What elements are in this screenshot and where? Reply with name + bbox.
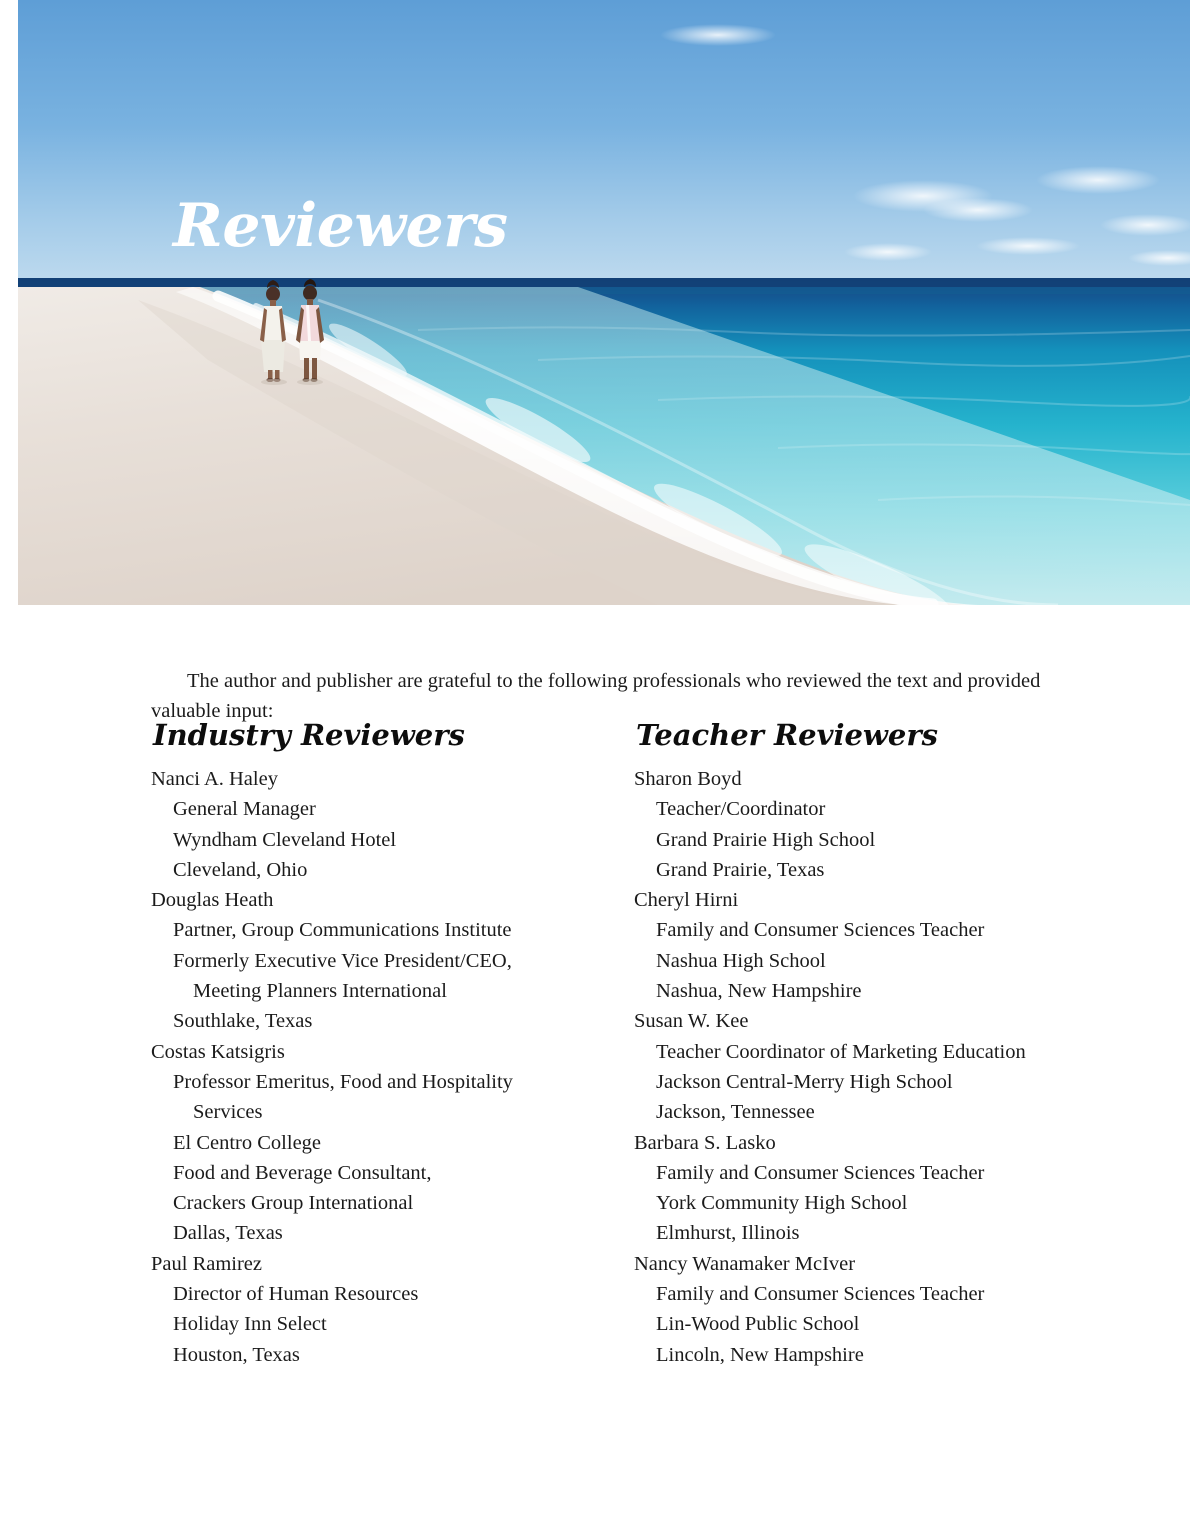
industry-reviewers-heading: Industry Reviewers <box>153 718 465 752</box>
reviewer-detail: Cleveland, Ohio <box>173 858 308 881</box>
industry-reviewers-list <box>151 764 621 1370</box>
reviewer-entry <box>151 885 621 1036</box>
reviewer-name: Paul Ramirez <box>151 1252 263 1275</box>
reviewer-detail: Lincoln, New Hampshire <box>656 1343 864 1366</box>
reviewer-name: Susan W. Kee <box>634 1010 749 1033</box>
reviewer-name: Douglas Heath <box>151 889 274 912</box>
reviewer-detail: Nashua High School <box>656 949 826 972</box>
intro-paragraph: The author and publisher are grateful to the following professionals who reviewed the text and provided valuable input: <box>151 669 1041 722</box>
reviewer-detail: York Community High School <box>656 1192 908 1215</box>
reviewer-entry <box>634 1249 1104 1370</box>
reviewer-detail: El Centro College <box>173 1131 322 1154</box>
reviewer-name: Costas Katsigris <box>151 1040 285 1063</box>
reviewer-detail: Grand Prairie High School <box>656 828 876 851</box>
reviewer-detail: Holiday Inn Select <box>173 1313 327 1336</box>
reviewer-detail: General Manager <box>173 798 316 821</box>
reviewer-entry <box>634 764 1104 885</box>
beach-photograph <box>18 0 1190 605</box>
reviewer-detail: Director of Human Resources <box>173 1283 419 1306</box>
reviewer-detail: Jackson, Tennessee <box>656 1101 815 1124</box>
reviewer-detail: Crackers Group International <box>173 1192 414 1215</box>
reviewer-detail: Nashua, New Hampshire <box>656 980 862 1003</box>
reviewer-entry <box>634 1128 1104 1249</box>
reviewer-detail: Teacher Coordinator of Marketing Education <box>656 1040 1026 1063</box>
reviewer-name: Barbara S. Lasko <box>634 1131 776 1154</box>
reviewer-name: Sharon Boyd <box>634 768 742 790</box>
page-title: Reviewers <box>173 191 508 261</box>
reviewer-detail: Teacher/Coordinator <box>656 798 826 821</box>
reviewer-name: Nancy Wanamaker McIver <box>634 1252 856 1275</box>
reviewer-detail: Lin-Wood Public School <box>656 1313 860 1336</box>
reviewer-name: Nanci A. Haley <box>151 768 278 790</box>
reviewer-detail: Professor Emeritus, Food and Hospitality <box>173 1070 513 1093</box>
reviewer-entry <box>634 1006 1104 1127</box>
beach-photo-illustration <box>18 0 1190 605</box>
reviewer-entry <box>151 1037 621 1249</box>
reviewer-detail: Partner, Group Communications Institute <box>173 919 512 942</box>
reviewer-detail: Wyndham Cleveland Hotel <box>173 828 397 851</box>
reviewer-detail: Family and Consumer Sciences Teacher <box>656 919 985 942</box>
teacher-reviewers-list <box>634 764 1104 1370</box>
teacher-reviewers-column <box>634 718 1104 1370</box>
reviewer-entry <box>151 764 621 885</box>
reviewer-detail: Family and Consumer Sciences Teacher <box>656 1161 985 1184</box>
reviewer-detail: Elmhurst, Illinois <box>656 1222 800 1245</box>
reviewer-detail: Southlake, Texas <box>173 1010 313 1033</box>
reviewer-detail: Grand Prairie, Texas <box>656 858 825 881</box>
industry-reviewers-column <box>151 718 621 1370</box>
reviewer-detail: Services <box>193 1101 263 1124</box>
reviewer-detail: Houston, Texas <box>173 1343 300 1366</box>
teacher-reviewers-heading: Teacher Reviewers <box>636 718 938 752</box>
reviewer-entry <box>634 885 1104 1006</box>
reviewer-detail: Family and Consumer Sciences Teacher <box>656 1283 985 1306</box>
reviewer-detail: Jackson Central-Merry High School <box>656 1070 953 1093</box>
reviewer-detail: Dallas, Texas <box>173 1222 283 1245</box>
reviewer-detail: Formerly Executive Vice President/CEO, <box>173 949 512 972</box>
reviewer-entry <box>151 1249 621 1370</box>
reviewer-detail: Food and Beverage Consultant, <box>173 1161 432 1184</box>
reviewer-detail: Meeting Planners International <box>193 980 447 1003</box>
reviewer-name: Cheryl Hirni <box>634 889 739 912</box>
